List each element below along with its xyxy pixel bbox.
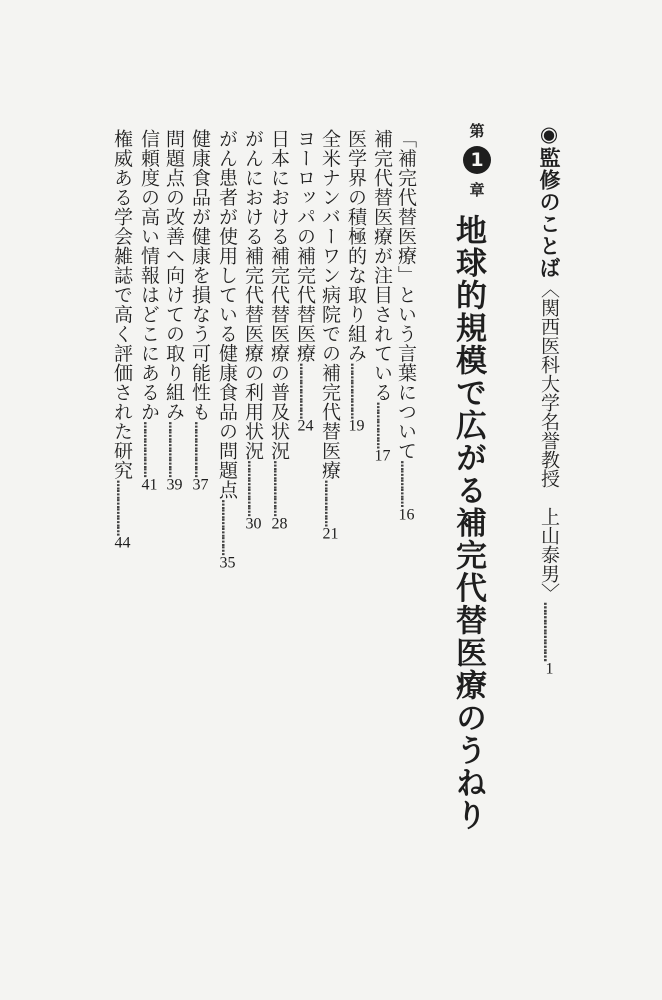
foreword-page-number: 1 — [545, 661, 554, 678]
toc-leader-dots: ……………… — [346, 363, 366, 419]
toc-leader-dots: ……………… — [243, 460, 263, 516]
toc-item[interactable] — [320, 129, 339, 542]
toc-page-number: 35 — [219, 554, 236, 571]
toc-leader-dots: ……………… — [217, 499, 237, 555]
toc-leader-dots: ……………… — [164, 421, 184, 477]
toc-page-number: 17 — [374, 448, 391, 465]
toc-page-number: 39 — [166, 476, 183, 493]
toc-page-number: 24 — [297, 418, 314, 435]
toc-item-title: 補完代替医療が注目されている — [371, 129, 393, 402]
toc-item-title: 信頼度の高い情報はどこにあるか — [138, 129, 160, 422]
toc-leader-dots: …………… — [372, 402, 392, 449]
toc-item[interactable] — [346, 129, 365, 434]
toc-page-number: 21 — [322, 526, 339, 543]
toc-page-number: 19 — [348, 418, 365, 435]
toc-item-title: 「補完代替医療」という言葉について — [395, 129, 417, 461]
toc-item-title: がんにおける補完代替医療の利用状況 — [242, 129, 264, 461]
foreword-entry — [538, 122, 559, 677]
toc-leader-dots: ……………… — [190, 421, 210, 477]
chapter-title: 地球的規模で広がる補完代替医療のうねり — [450, 214, 486, 832]
toc-page-number: 28 — [271, 515, 288, 532]
toc-item[interactable] — [269, 129, 288, 532]
toc-item-title: 医学界の積極的な取り組み — [345, 129, 367, 363]
toc-page-number: 30 — [245, 515, 262, 532]
chapter-label-suffix: 章 — [469, 181, 485, 199]
toc-item-title: ヨーロッパの補完代替医療 — [294, 129, 316, 363]
toc-item[interactable] — [396, 129, 415, 523]
toc-item-title: 健康食品が健康を損なう可能性も — [189, 129, 211, 422]
chapter-label-prefix: 第 — [469, 122, 485, 140]
foreword-leader-dots: ……………… — [539, 602, 560, 662]
toc-item[interactable] — [295, 129, 314, 434]
toc-leader-dots: …………… — [396, 460, 416, 507]
foreword-author: 〈関西医科大学名誉教授 上山泰男〉 — [538, 279, 560, 602]
toc-page-number: 41 — [141, 476, 158, 493]
toc-page-number: 44 — [114, 535, 131, 552]
foreword-title: ◉監修のことば — [537, 122, 561, 279]
chapter-label — [462, 120, 492, 200]
toc-leader-dots: ……………… — [139, 421, 159, 477]
toc-item[interactable] — [164, 129, 183, 493]
toc-leader-dots: ……………… — [112, 480, 132, 536]
toc-item[interactable] — [139, 129, 158, 493]
toc-leader-dots: ……………… — [295, 363, 315, 419]
toc-item[interactable] — [243, 129, 262, 532]
toc-item-title: 権威ある学会雑誌で高く評価された研究 — [111, 129, 133, 480]
toc-item[interactable] — [112, 129, 131, 551]
chapter-number-badge: 1 — [463, 146, 491, 174]
toc-leader-dots: …………… — [320, 480, 340, 527]
toc-page-number: 37 — [192, 476, 209, 493]
toc-item-title: 問題点の改善へ向けての取り組み — [163, 129, 185, 422]
toc-leader-dots: ……………… — [269, 460, 289, 516]
toc-item[interactable] — [372, 129, 391, 464]
toc-item[interactable] — [217, 129, 236, 571]
toc-page-number: 16 — [398, 506, 415, 523]
toc-item[interactable] — [190, 129, 209, 493]
toc-item-title: がん患者が使用している健康食品の問題点 — [216, 129, 238, 500]
toc-item-title: 全米ナンバーワン病院での補完代替医療 — [319, 129, 341, 480]
toc-item-title: 日本における補完代替医療の普及状況 — [268, 129, 290, 461]
